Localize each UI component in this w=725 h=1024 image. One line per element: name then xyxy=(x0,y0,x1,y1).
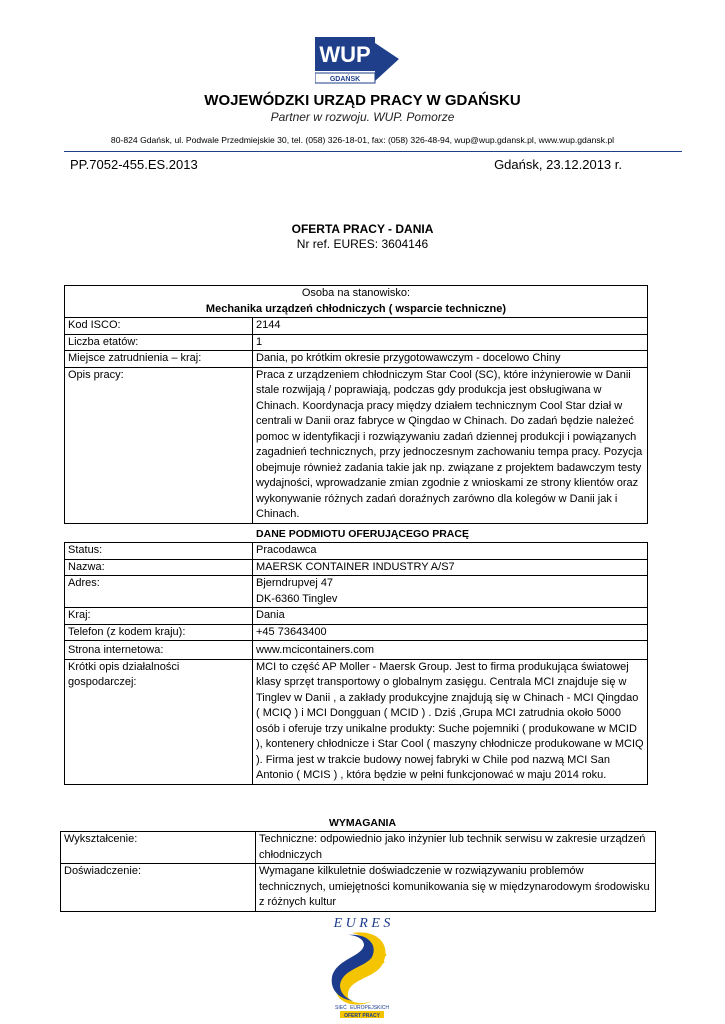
phone-value: +45 73643400 xyxy=(253,624,648,641)
eures-logo xyxy=(322,913,402,1019)
address-line2: DK-6360 Tinglev xyxy=(256,592,338,605)
business-description-label: Krótki opis działalności gospodarczej: xyxy=(65,659,253,784)
status-value: Pracodawca xyxy=(253,543,648,560)
eures-caption3: OFERT PRACY xyxy=(344,1013,380,1019)
reference-number: PP.7052-455.ES.2013 xyxy=(70,157,198,172)
position-label: Osoba na stanowisko: xyxy=(301,287,411,299)
job-description-value: Praca z urządzeniem chłodniczym Star Cool (SC), które inżynierowie w Danii stale rozwijają / poprawiają, podczas gdy produkcja jest obsługiwana w Chinach. Koordynacja pracy między działem technicznym Cool Star dział w centrali w Danii oraz fabryce w Qingdao w Chinach. Do zadań będzie należeć pomoc w identyfikacji i rozwiązywaniu zadań dziennej produkcji i powiązanych zagadnień technicznych, przy jednoczesnym zachowaniu tempa pracy. Pozycja obejmuje również zadania takie jak np. związane z projektem badawczym testy wydajności, wprowadzanie zmian zgodnie z wnioskami ze strony klientów oraz wykonywanie różnych zadań doraźnych zarówno dla kolegów w Danii jak i Chinach. xyxy=(253,367,648,523)
eures-caption1: SIEĆ xyxy=(335,1005,347,1011)
workplace-value: Dania, po krótkim okresie przygotowawczym - docelowo Chiny xyxy=(253,351,648,368)
org-tagline: Partner w rozwoju. WUP. Pomorze xyxy=(270,110,455,124)
address-label: Adres: xyxy=(65,576,253,608)
workplace-label: Miejsce zatrudnienia – kraj: xyxy=(65,351,253,368)
status-label: Status: xyxy=(65,543,253,560)
address-value xyxy=(253,576,648,608)
education-label: Wykształcenie: xyxy=(61,832,256,864)
org-name: WOJEWÓDZKI URZĄD PRACY W GDAŃSKU xyxy=(204,92,521,109)
country-value: Dania xyxy=(253,608,648,625)
wup-logo xyxy=(315,37,401,87)
phone-label: Telefon (z kodem kraju): xyxy=(65,624,253,641)
positions-count-value: 1 xyxy=(253,334,648,351)
job-description-label: Opis pracy: xyxy=(65,367,253,523)
address-line1: Bjerndrupvej 47 xyxy=(256,577,334,589)
position-title: Mechanika urządzeń chłodniczych ( wsparcie techniczne) xyxy=(205,302,507,315)
experience-label: Doświadczenie: xyxy=(61,864,256,912)
experience-value: Wymagane kilkuletnie doświadczenie w rozwiązywaniu problemów technicznych, umiejętności komunikowania się w międzynarodowym środowisku z różnych kultur xyxy=(256,864,656,912)
requirements-table xyxy=(60,831,656,912)
logo-subtext: GDAŃSK xyxy=(329,76,361,83)
requirements-heading: WYMAGANIA xyxy=(328,817,397,829)
employer-table xyxy=(64,542,648,785)
eures-caption2: EUROPEJSKICH xyxy=(350,1005,389,1011)
logo-text: WUP xyxy=(319,42,371,67)
website-label: Strona internetowa: xyxy=(65,641,253,660)
isco-value: 2144 xyxy=(253,318,648,335)
employer-heading: DANE PODMIOTU OFERUJĄCEGO PRACĘ xyxy=(256,528,469,540)
name-label: Nazwa: xyxy=(65,559,253,576)
position-header-cell xyxy=(65,286,648,318)
eures-ref: Nr ref. EURES: 3604146 xyxy=(296,237,429,251)
country-label: Kraj: xyxy=(65,608,253,625)
header-divider xyxy=(64,151,682,152)
org-address: 80-824 Gdańsk, ul. Podwale Przedmiejskie 30, tel. (058) 326-18-01, fax: (058) 326-48-94, wup@wup.gdansk.pl, www.wup.gdansk.pl xyxy=(110,135,615,145)
name-value: MAERSK CONTAINER INDUSTRY A/S7 xyxy=(253,559,648,576)
website-value: www.mcicontainers.com xyxy=(253,641,648,660)
document-date: Gdańsk, 23.12.2013 r. xyxy=(494,157,622,172)
svg-text:SIEĆ EUROPEJSKICH xyxy=(335,1004,389,1011)
isco-label: Kod ISCO: xyxy=(65,318,253,335)
positions-count-label: Liczba etatów: xyxy=(65,334,253,351)
business-description-value: MCI to część AP Moller - Maersk Group. Jest to firma produkująca światowej klasy sprzęt transportowy o globalnym zasięgu. Centrala MCI znajduje się w Tinglev w Danii , a zakłady produkcyjne znajdują się w Chinach - MCI Qingdao ( MCIQ ) i MCI Dongguan ( MCID ) . Dziś ,Grupa MCI zatrudnia około 5000 osób i oferuje trzy unikalne produkty: Suche pojemniki ( produkowane w MCID ), kontenery chłodnicze i Star Cool ( maszyny chłodnicze produkowane w MCIQ ). Firma jest w trakcie budowy nowej fabryki w Chile pod nazwą MCI San Antonio ( MCIS ) , która będzie w pełni funkcjonować w maju 2014 roku. xyxy=(253,659,648,784)
offer-title: OFERTA PRACY - DANIA xyxy=(291,222,434,236)
eures-logo-text: E U R E S xyxy=(333,916,391,931)
education-value: Techniczne: odpowiednio jako inżynier lub technik serwisu w zakresie urządzeń chłodniczych xyxy=(256,832,656,864)
position-table xyxy=(64,285,648,524)
